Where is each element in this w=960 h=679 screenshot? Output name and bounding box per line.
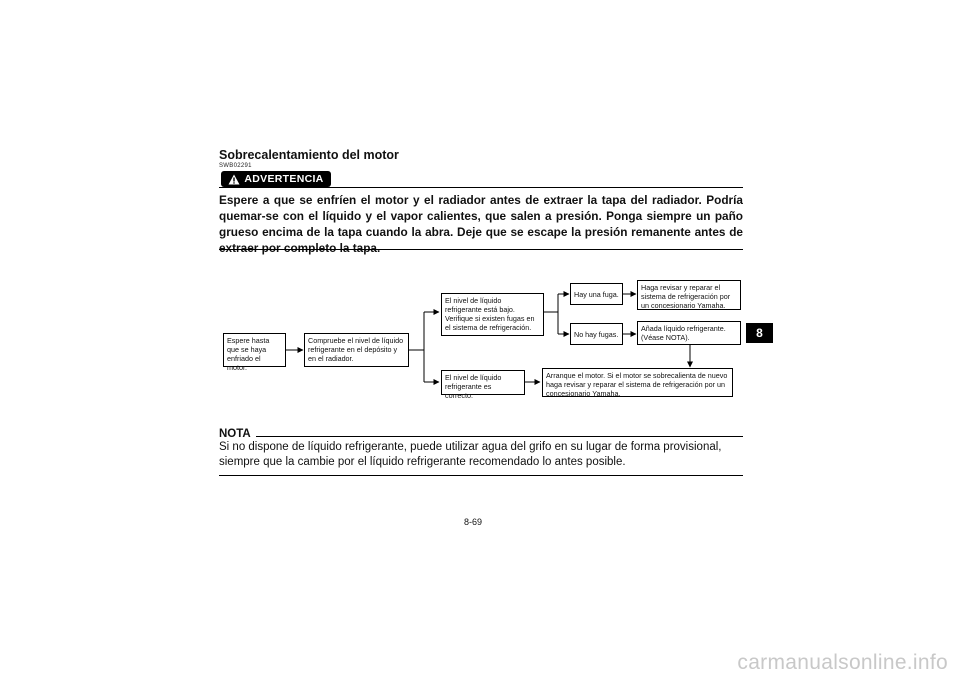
- flow-box-wait: Espere hasta que se haya enfriado el motor.: [223, 333, 286, 367]
- connector-low-split: [544, 294, 558, 334]
- warning-badge-label: ADVERTENCIA: [244, 173, 324, 185]
- section-title: Sobrecalentamiento del motor: [219, 148, 399, 162]
- flow-box-check: Compruebe el nivel de líquido refrigerante en el depósito y en el radiador.: [304, 333, 409, 367]
- flow-box-start-engine: Arranque el motor. Si el motor se sobrecalienta de nuevo haga revisar y reparar el sistema de refrigeración por un concesionario Yamaha.: [542, 368, 733, 397]
- nota-bottom-rule: [219, 475, 743, 476]
- section-code: SWB02291: [219, 163, 252, 169]
- flow-box-add-coolant: Añada líquido refrigerante. (Véase NOTA).: [637, 321, 741, 345]
- warning-text: Espere a que se enfríen el motor y el radiador antes de extraer la tapa del radiador. Podría quemar-se con el líquido y el vapor calientes, que salen a presión. Ponga siempre un paño grueso encima de la tapa cuando la abra. Deje que se escape la presión remanente antes de extraer por completo la tapa.: [219, 193, 743, 255]
- flow-box-leak: Hay una fuga.: [570, 283, 623, 305]
- nota-text: Si no dispone de líquido refrigerante, puede utilizar agua del grifo en su lugar de forma provisional, siempre que la cambie por el líquido refrigerante recomendado lo antes posible.: [219, 441, 722, 468]
- page-number: 8-69: [464, 517, 483, 527]
- flow-box-repair: Haga revisar y reparar el sistema de refrigeración por un concesionario Yamaha.: [637, 280, 741, 310]
- flow-box-correct-level: El nivel de líquido refrigerante es correcto.: [441, 370, 525, 395]
- flow-box-low-level: El nivel de líquido refrigerante está bajo. Verifique si existen fugas en el sistema de refrigeración.: [441, 293, 544, 336]
- watermark: carmanualsonline.info: [737, 651, 948, 674]
- chapter-tab: 8: [746, 323, 773, 343]
- flow-box-no-leak: No hay fugas.: [570, 323, 623, 345]
- nota-label: NOTA: [219, 428, 251, 440]
- nota-heading-rule: [256, 436, 743, 437]
- connector-check-split: [409, 312, 424, 382]
